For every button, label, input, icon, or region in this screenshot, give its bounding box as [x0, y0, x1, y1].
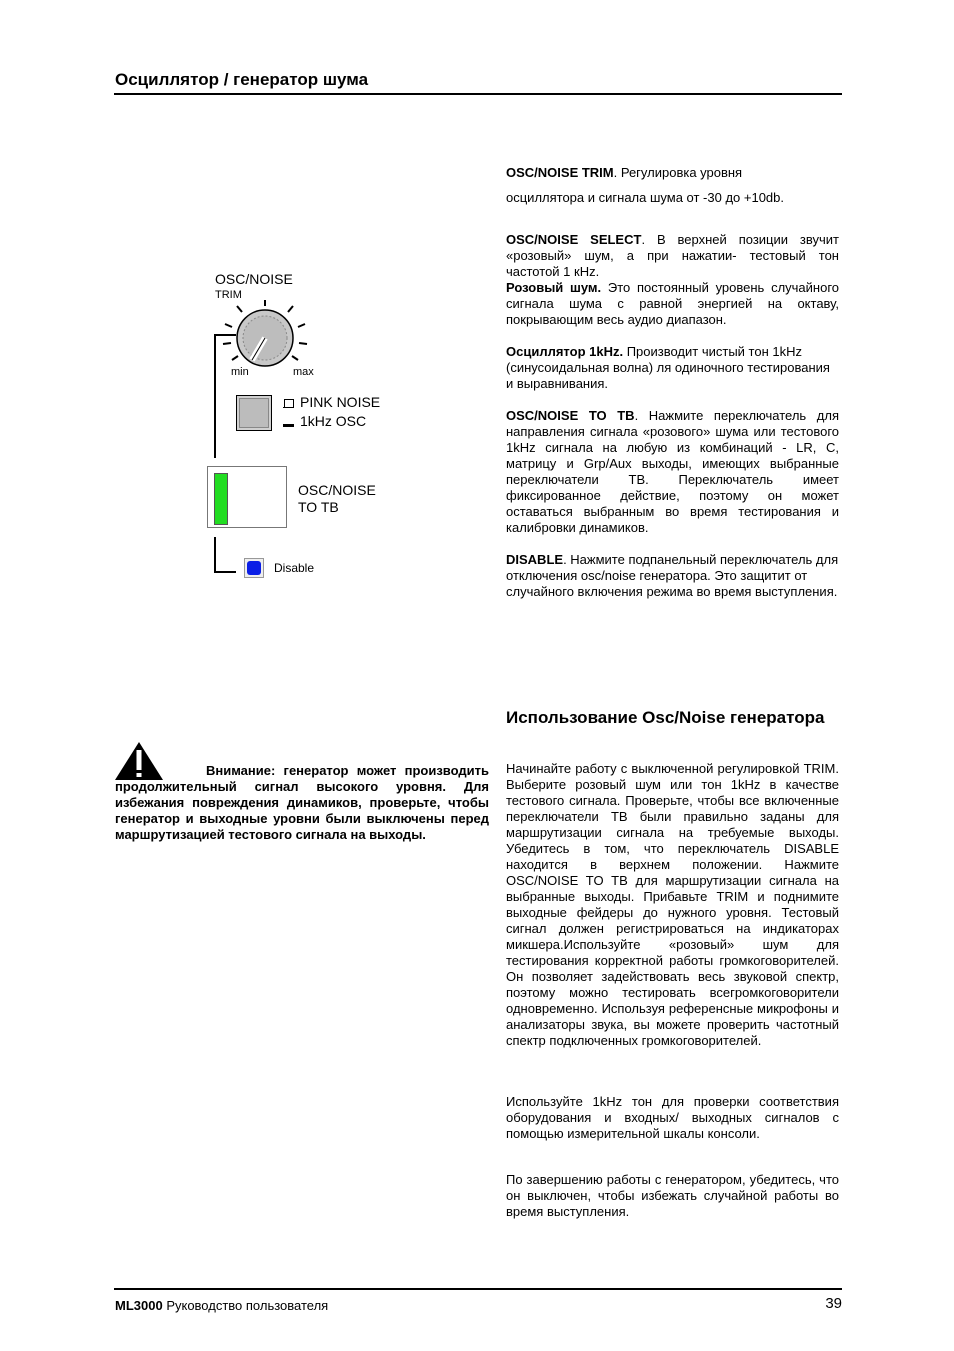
connector-line	[214, 334, 216, 458]
usage-paragraph-1: Начинайте работу с выключенной регулировкой TRIM. Выберите розовый шум или тон 1kHz в качестве тестового сигнала. Проверьте, чтобы все включенные переключатели TB были правильно заданы для маршрутизации сигнала на требуемые выходы. Убедитесь в том, что переключатель DISABLE находится в верхнем положении. Нажмите OSC/NOISE TO TB для маршрутизации сигнала на выбранные выходы. Прибавьте TRIM и поднимите выходные фейдеры до нужного уровня. Тестовый сигнал должен регистрироваться на индикаторах микшера.Используйте «розовый» шум для тестирования корректной работы громкоговорителей. Он позволяет задействовать весь звуковой спектр, поэтому можно тестировать всегромкоговорители одновременно. Используя референсные микрофоны и анализаторы звука, вы можете проверить частотный спектр подключенных громкоговорителей.	[506, 761, 839, 1048]
connector-line	[214, 571, 236, 573]
warning-body: Внимание: генератор может производить продолжительный сигнал высокого уровня. Для избежания повреждения динамиков, проверьте, чтобы генератор и выходные уровни были выключены перед маршрутизацией тестового сигнала на выходы.	[115, 763, 489, 842]
knob-sublabel: TRIM	[215, 289, 242, 301]
osc-1khz-label: 1kHz OSC	[300, 413, 367, 429]
osc-noise-select-button[interactable]	[236, 395, 272, 431]
trim-title: OSC/NOISE TRIM	[506, 165, 614, 180]
disable-button[interactable]	[244, 558, 264, 578]
osc-text: Производит чистый тон 1kHz (синусоидальная волна) ля одиночного тестирования и выравнивания.	[506, 344, 830, 391]
knob-max-label: max	[293, 366, 314, 378]
select-text: . В верхней позиции звучит «розовый» шум, а при нажатии- тестовый тон частотой 1 кHz.	[506, 232, 839, 279]
disable-description	[506, 552, 839, 600]
select-description	[506, 232, 839, 280]
knob-min-label: min	[231, 366, 249, 378]
footer-guide: Руководство пользователя	[162, 1298, 329, 1313]
pink-description	[506, 280, 839, 328]
totb-text: . Нажмите переключатель для направления сигнала «розового» шума или тестового 1kHz сигнала на любую из комбинаций - LR, C, матрицу и Grp/Aux выходы, имеющих выбранные переключатели TB. Переключатель имеет фиксированное действие, поэтому он может оставаться выбранным во время тестирования и калибровки динамиков.	[506, 408, 839, 535]
to-tb-led	[214, 473, 228, 525]
switch-down-icon	[283, 424, 294, 427]
osc-description	[506, 344, 839, 392]
pink-noise-label: PINK NOISE	[300, 394, 381, 410]
header-rule	[114, 93, 842, 95]
pink-text: Это постоянный уровень случайного сигнала шума с равной энергией на октаву, покрывающим весь аудио диапазон.	[506, 280, 840, 327]
connector-line	[214, 334, 236, 336]
knob-label: OSC/NOISE	[215, 271, 293, 287]
usage-heading: Использование Osc/Noise генератора	[506, 708, 825, 727]
page-title: Осциллятор / генератор шума	[115, 70, 369, 89]
totb-title: OSC/NOISE TO TB	[506, 408, 635, 423]
page-number: 39	[825, 1295, 842, 1312]
disable-label: Disable	[274, 561, 315, 575]
pink-title: Розовый шум.	[506, 280, 602, 295]
trim-description-2: осциллятора и сигнала шума от -30 до +10db.	[506, 190, 784, 205]
to-tb-label-line1: OSC/NOISE	[298, 482, 376, 498]
osc-title: Осциллятор 1kHz.	[506, 344, 624, 359]
trim-description	[506, 165, 839, 181]
warning-text	[115, 763, 489, 843]
disable-text: . Нажмите подпанельный переключатель для отключения osc/noise генератора. Это защитит от случайного включения режима во время выступления.	[506, 552, 839, 599]
trim-text: . Регулировка уровня	[613, 165, 743, 180]
usage-paragraph-2: Используйте 1kHz тон для проверки соответствия оборудования и входных/ выходных сигналов с помощью измерительной шкалы консоли.	[506, 1094, 839, 1141]
to-tb-label-line2: TO TB	[298, 499, 339, 515]
disable-title: DISABLE	[506, 552, 564, 567]
usage-paragraph-3: По завершению работы с генератором, убедитесь, что он выключен, чтобы избежать случайной работы во время выступления.	[506, 1172, 839, 1219]
footer-title	[115, 1298, 328, 1313]
footer-model: ML3000	[115, 1298, 163, 1313]
select-title: OSC/NOISE SELECT	[506, 232, 642, 247]
totb-description	[506, 408, 839, 536]
trim-knob[interactable]	[205, 300, 325, 375]
footer-rule	[114, 1288, 842, 1290]
switch-up-icon	[283, 407, 294, 408]
osc-noise-to-tb-button[interactable]	[207, 466, 287, 528]
connector-line	[214, 537, 216, 573]
